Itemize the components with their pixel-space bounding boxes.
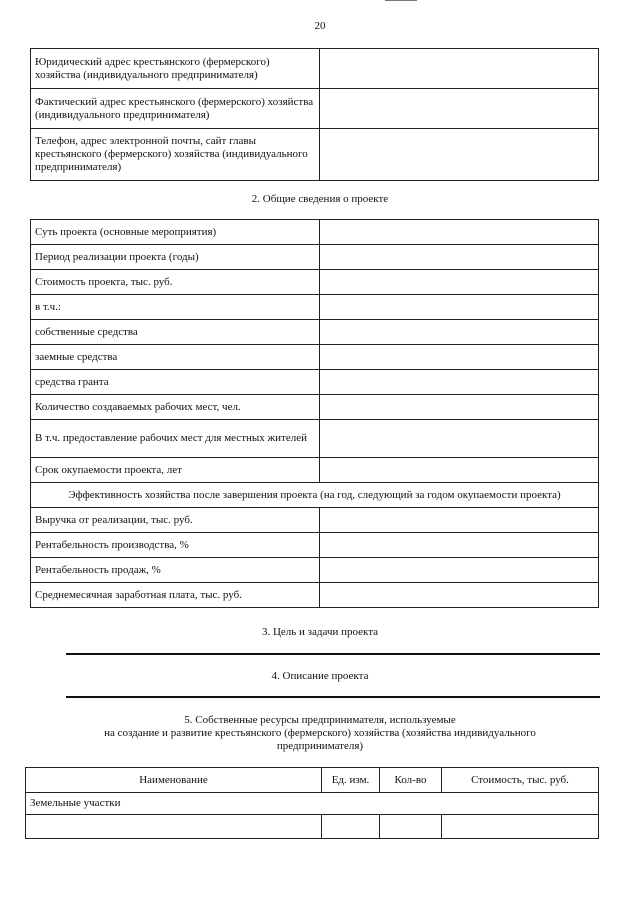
row-label: Количество создаваемых рабочих мест, чел. [31,395,320,420]
row-label: средства гранта [31,370,320,395]
row-value-field[interactable] [320,583,599,608]
row-label: Телефон, адрес электронной почты, сайт главы крестьянского (фермерского) хозяйства (индивидуального предпринимателя) [31,129,320,181]
section-5-title-line2: на создание и развитие крестьянского (фермерского) хозяйства (хозяйства индивидуального предпринимателя) [104,727,536,752]
row-label: Выручка от реализации, тыс. руб. [31,508,320,533]
table-row [31,558,599,583]
table-row [31,245,599,270]
row-value-field[interactable] [320,420,599,458]
table-row [31,129,599,181]
column-header-quantity: Кол-во [380,768,442,793]
table-row [31,345,599,370]
row-label: Среднемесячная заработная плата, тыс. руб. [31,583,320,608]
row-label: Рентабельность продаж, % [31,558,320,583]
row-label: Рентабельность производства, % [31,533,320,558]
cost-field[interactable] [442,815,599,839]
table-row [31,483,599,508]
table-row [31,89,599,129]
row-value-field[interactable] [320,320,599,345]
row-label: Суть проекта (основные мероприятия) [31,220,320,245]
row-label: Юридический адрес крестьянского (фермерского) хозяйства (индивидуального предпринимателя) [31,49,320,89]
row-label: Срок окупаемости проекта, лет [31,458,320,483]
row-label: в т.ч.: [31,295,320,320]
project-info-table [30,219,599,608]
table-row [26,793,599,815]
table-row [31,533,599,558]
row-value-field[interactable] [320,508,599,533]
row-value-field[interactable] [320,558,599,583]
row-value-field[interactable] [320,129,599,181]
column-header-unit: Ед. изм. [322,768,380,793]
row-label: собственные средства [31,320,320,345]
section-5-title [80,714,560,753]
table-header-row [26,768,599,793]
row-value-field[interactable] [320,245,599,270]
table-row [31,270,599,295]
unit-field[interactable] [322,815,380,839]
row-label: заемные средства [31,345,320,370]
efficiency-header: Эффективность хозяйства после завершения проекта (на год, следующий за годом окупаемости проекта) [31,483,599,508]
section-2-title: 2. Общие сведения о проекте [251,193,389,205]
row-value-field[interactable] [320,270,599,295]
table-row [26,815,599,839]
section-4-title: 4. Описание проекта [271,670,369,682]
table-row [31,508,599,533]
row-label: Фактический адрес крестьянского (фермерского) хозяйства (индивидуального предпринимателя) [31,89,320,129]
table-row [31,49,599,89]
row-label: Период реализации проекта (годы) [31,245,320,270]
own-resources-table [25,767,599,839]
table-row [31,295,599,320]
applicant-info-table [30,48,599,181]
top-edge-mark [385,0,417,1]
row-label: В т.ч. предоставление рабочих мест для местных жителей [31,420,320,458]
row-value-field[interactable] [320,458,599,483]
table-row [31,583,599,608]
quantity-field[interactable] [380,815,442,839]
section-3-title: 3. Цель и задачи проекта [261,626,379,638]
row-value-field[interactable] [320,295,599,320]
table-row [31,458,599,483]
table-row [31,395,599,420]
row-value-field[interactable] [320,345,599,370]
section-4-answer-line[interactable] [66,696,600,698]
column-header-name: Наименование [26,768,322,793]
section-3-answer-line[interactable] [66,653,600,655]
section-5-title-line1: 5. Собственные ресурсы предпринимателя, используемые [184,714,456,726]
row-label: Стоимость проекта, тыс. руб. [31,270,320,295]
row-value-field[interactable] [320,89,599,129]
row-value-field[interactable] [320,370,599,395]
row-value-field[interactable] [320,395,599,420]
column-header-cost: Стоимость, тыс. руб. [442,768,599,793]
page-number: 20 [314,20,326,32]
table-row [31,420,599,458]
row-value-field[interactable] [320,533,599,558]
table-row [31,370,599,395]
table-row [31,220,599,245]
group-label-land-plots: Земельные участки [26,793,599,815]
name-field[interactable] [26,815,322,839]
row-value-field[interactable] [320,49,599,89]
row-value-field[interactable] [320,220,599,245]
table-row [31,320,599,345]
